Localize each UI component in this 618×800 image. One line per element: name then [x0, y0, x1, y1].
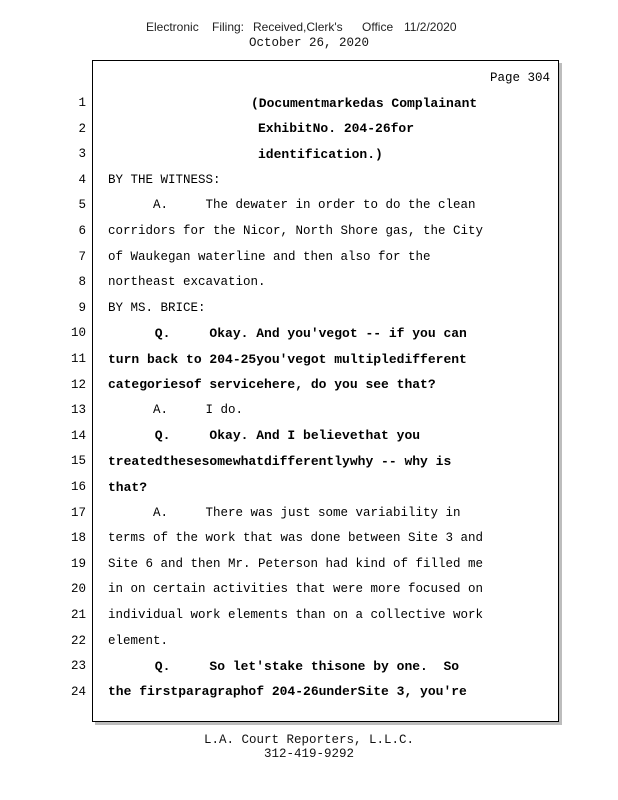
line-number: 9: [78, 300, 86, 315]
line-number: 10: [70, 326, 86, 341]
transcript-line: Q. Okay. And I believethat you: [108, 428, 421, 444]
line-number: 16: [70, 480, 86, 494]
page-number: Page 304: [489, 71, 550, 85]
line-number: 13: [70, 403, 86, 418]
line-number: 7: [78, 249, 86, 264]
transcript-line: categoriesof servicehere, do you see that?: [108, 377, 436, 393]
line-number: 18: [70, 531, 86, 546]
stamp-received: Received,Clerk's: [253, 20, 343, 34]
stamp-date: 11/2/2020: [404, 20, 457, 34]
line-number: 1: [78, 96, 86, 110]
filing-stamp: [0, 20, 618, 36]
transcript-line: BY THE WITNESS:: [108, 172, 221, 187]
line-number: 23: [70, 659, 86, 674]
transcript-line: Q. So let'stake thisone by one. So: [108, 658, 460, 674]
line-number: 5: [78, 198, 86, 213]
footer-reporter: L.A. Court Reporters, L.L.C.: [203, 733, 415, 747]
line-number: 3: [78, 147, 86, 162]
transcript-line: (Documentmarkedas Complainant: [251, 95, 478, 111]
transcript-line: the firstparagraphof 204-26underSite 3, you're: [108, 684, 467, 700]
line-number: 20: [70, 582, 86, 597]
line-number: 12: [70, 377, 86, 392]
footer-phone: 312-419-9292: [263, 747, 354, 761]
stamp-filing: Filing:: [212, 20, 245, 34]
transcript-line: Q. Okay. And you'vegot -- if you can: [108, 325, 467, 341]
transcript-line: corridors for the Nicor, North Shore gas, the City: [108, 224, 484, 238]
transcript-line: identification.): [258, 146, 383, 162]
line-number: 15: [70, 454, 86, 469]
transcript-line: A. There was just some variability in: [108, 505, 461, 520]
line-number: 24: [70, 684, 86, 699]
line-number: 8: [78, 275, 86, 290]
line-number: 21: [70, 608, 86, 622]
transcript-line: individual work elements than on a collective work: [108, 608, 484, 622]
line-number: 2: [78, 121, 86, 136]
transcript-date: October 26, 2020: [248, 36, 370, 50]
transcript-line: in on certain activities that were more focused on: [108, 582, 484, 597]
transcript-line: that?: [108, 479, 148, 495]
transcript-line: Site 6 and then Mr. Peterson had kind of filled me: [108, 556, 484, 571]
transcript-line: element.: [108, 633, 169, 648]
transcript-line: terms of the work that was done between Site 3 and: [108, 531, 484, 546]
stamp-office: Office: [362, 20, 394, 34]
line-number: 17: [70, 505, 86, 520]
transcript-line: A. I do.: [108, 403, 244, 418]
line-number: 4: [78, 172, 86, 187]
line-number: 19: [70, 556, 86, 571]
transcript-line: ExhibitNo. 204-26for: [258, 121, 415, 137]
transcript-line: northeast excavation.: [108, 275, 266, 290]
line-number: 6: [78, 224, 86, 238]
transcript-line: BY MS. BRICE:: [108, 300, 206, 315]
transcript-line: turn back to 204-25you'vegot multipledifferent: [108, 351, 467, 367]
line-number: 14: [70, 428, 86, 443]
stamp-electronic: Electronic: [146, 20, 199, 34]
line-number: 22: [70, 633, 86, 648]
line-number: 11: [70, 352, 86, 366]
transcript-line: A. The dewater in order to do the clean: [108, 198, 476, 213]
transcript-line: of Waukegan waterline and then also for the: [108, 249, 431, 264]
transcript-line: treatedthesesomewhatdifferentlywhy -- why is: [108, 453, 452, 469]
